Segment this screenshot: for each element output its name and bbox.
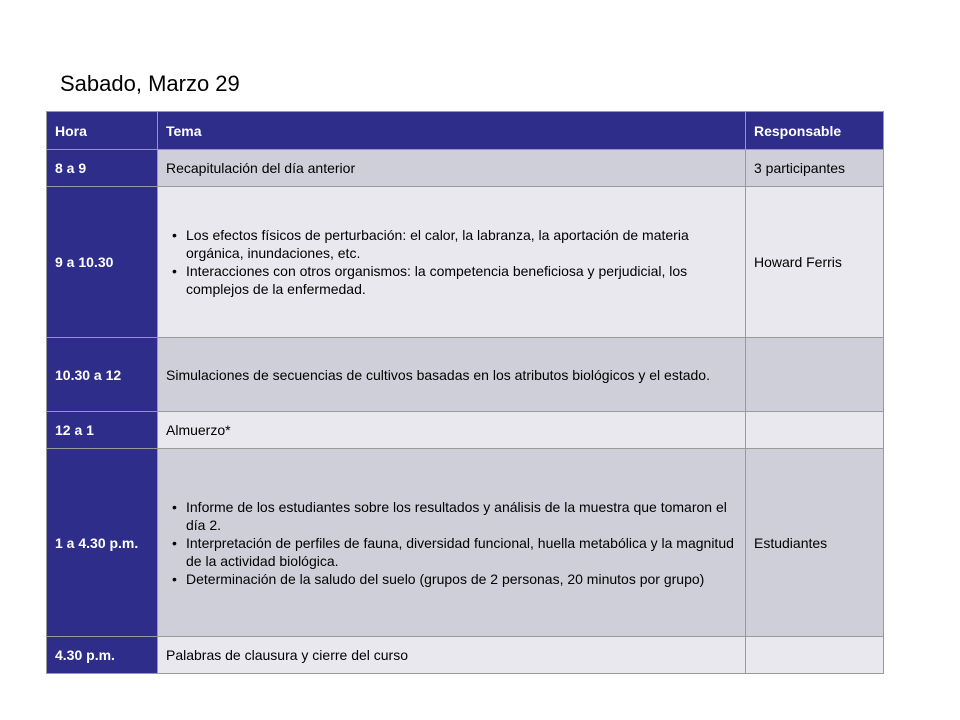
bullet-item: • Determinación de la saludo del suelo (grupos de 2 personas, 20 minutos por grupo): [186, 570, 739, 588]
table-row: [47, 150, 884, 187]
cell-responsable: [746, 637, 884, 674]
table-row: [47, 338, 884, 412]
cell-responsable: Estudiantes: [746, 449, 884, 637]
cell-tema: [158, 449, 746, 637]
bullet-item: • Interacciones con otros organismos: la competencia beneficiosa y perjudicial, los complejos de la enfermedad.: [186, 262, 739, 298]
page-title: Sabado, Marzo 29: [60, 71, 240, 96]
bullet-item: • Los efectos físicos de perturbación: el calor, la labranza, la aportación de materia orgánica, inundaciones, etc.: [186, 226, 739, 262]
table-row: [47, 449, 884, 637]
cell-hora: 10.30 a 12: [47, 338, 158, 412]
table-row: [47, 637, 884, 674]
bullet-list: [166, 498, 739, 588]
header-tema: Tema: [158, 112, 746, 150]
bullet-list: [166, 226, 739, 298]
cell-responsable: Howard Ferris: [746, 187, 884, 338]
table-row: [47, 187, 884, 338]
cell-hora: 4.30 p.m.: [47, 637, 158, 674]
cell-tema: [158, 187, 746, 338]
header-responsable: Responsable: [746, 112, 884, 150]
cell-hora: 9 a 10.30: [47, 187, 158, 338]
cell-tema: Simulaciones de secuencias de cultivos basadas en los atributos biológicos y el estado.: [158, 338, 746, 412]
cell-tema: Recapitulación del día anterior: [158, 150, 746, 187]
bullet-item: • Informe de los estudiantes sobre los resultados y análisis de la muestra que tomaron el día 2.: [186, 498, 739, 534]
cell-tema: Palabras de clausura y cierre del curso: [158, 637, 746, 674]
header-hora: Hora: [47, 112, 158, 150]
cell-hora: 8 a 9: [47, 150, 158, 187]
table-row: [47, 412, 884, 449]
cell-tema: Almuerzo*: [158, 412, 746, 449]
schedule-table: [46, 111, 884, 674]
bullet-item: • Interpretación de perfiles de fauna, diversidad funcional, huella metabólica y la magnitud de la actividad biológica.: [186, 534, 739, 570]
cell-responsable: [746, 338, 884, 412]
header-row: [47, 112, 884, 150]
cell-hora: 12 a 1: [47, 412, 158, 449]
cell-responsable: 3 participantes: [746, 150, 884, 187]
cell-responsable: [746, 412, 884, 449]
cell-hora: 1 a 4.30 p.m.: [47, 449, 158, 637]
